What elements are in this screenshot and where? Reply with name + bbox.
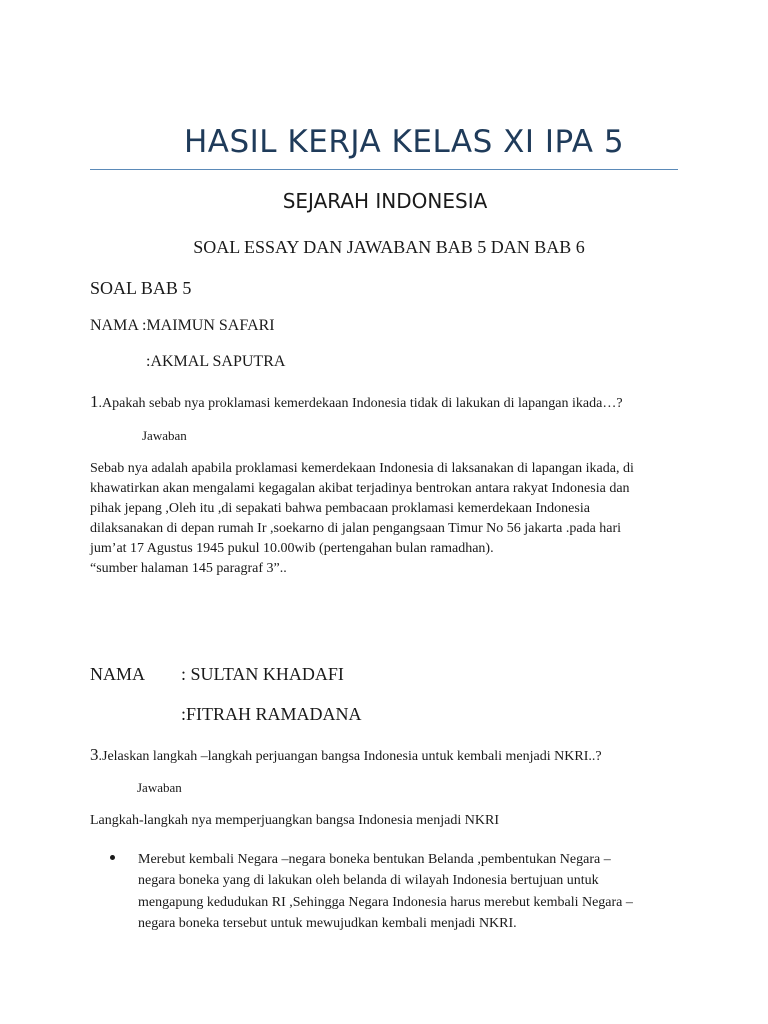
answer-1-paragraph — [90, 459, 690, 579]
answer-1-line: dilaksanakan di depan rumah Ir ,soekarno di jalan pengangsaan Timur No 56 jakarta .pada hari — [90, 521, 622, 536]
bullet-line: negara boneka yang di lakukan oleh belanda di wilayah Indonesia bertujuan untuk — [138, 873, 599, 889]
title-divider — [90, 169, 678, 170]
group2-name-label: NAMA — [90, 664, 146, 684]
question-3-text: .Jelaskan langkah –langkah perjuangan bangsa Indonesia untuk kembali menjadi NKRI..? — [98, 749, 602, 764]
question-1-number: 1 — [90, 392, 99, 411]
answer-3-intro: Langkah-langkah nya memperjuangkan bangsa Indonesia menjadi NKRI — [90, 813, 499, 828]
answer-1-line: Sebab nya adalah apabila proklamasi kemerdekaan Indonesia di laksanakan di lapangan ikada, di — [90, 461, 634, 476]
bullet-line: Merebut kembali Negara –negara boneka bentukan Belanda ,pembentukan Negara – — [138, 852, 611, 867]
answer-1-line: khawatirkan akan mengalami kegagalan akibat terjadinya bentrokan antara rakyat Indonesia dan — [90, 481, 630, 496]
group1-name-line-2: :AKMAL SAPUTRA — [146, 353, 286, 370]
answer-1-line: pihak jepang ,Oleh itu ,di sepakati bahwa pembacaan proklamasi kemerdekaan Indonesia — [90, 501, 590, 516]
bullet-line: negara boneka tersebut untuk mewujudkan kembali menjadi NKRI. — [138, 915, 517, 931]
document-subtitle: SEJARAH INDONESIA — [282, 189, 488, 213]
bullet-icon — [110, 855, 115, 860]
question-3-number: 3 — [90, 745, 99, 764]
answer-1-line: jum’at 17 Agustus 1945 pukul 10.00wib (pertengahan bulan ramadhan). — [90, 541, 494, 556]
bullet-text — [138, 849, 698, 934]
answer-3-label: Jawaban — [137, 780, 182, 795]
document-heading: SOAL ESSAY DAN JAWABAN BAB 5 DAN BAB 6 — [193, 237, 585, 257]
group2-name-value-2: :FITRAH RAMADANA — [181, 704, 362, 724]
document-title: HASIL KERJA KELAS XI IPA 5 — [183, 124, 625, 160]
group2-name-value: : SULTAN KHADAFI — [181, 664, 344, 684]
section-label: SOAL BAB 5 — [90, 278, 192, 298]
question-1-text: .Apakah sebab nya proklamasi kemerdekaan Indonesia tidak di lakukan di lapangan ikada…? — [98, 396, 623, 411]
bullet-line: mengapung kedudukan RI ,Sehingga Negara Indonesia harus merebut kembali Negara – — [138, 894, 633, 910]
question-3 — [90, 745, 602, 765]
answer-1-label: Jawaban — [142, 428, 187, 443]
question-1 — [90, 392, 623, 412]
group1-name-line: NAMA :MAIMUN SAFARI — [90, 317, 275, 334]
answer-1-line: “sumber halaman 145 paragraf 3”.. — [90, 561, 287, 576]
